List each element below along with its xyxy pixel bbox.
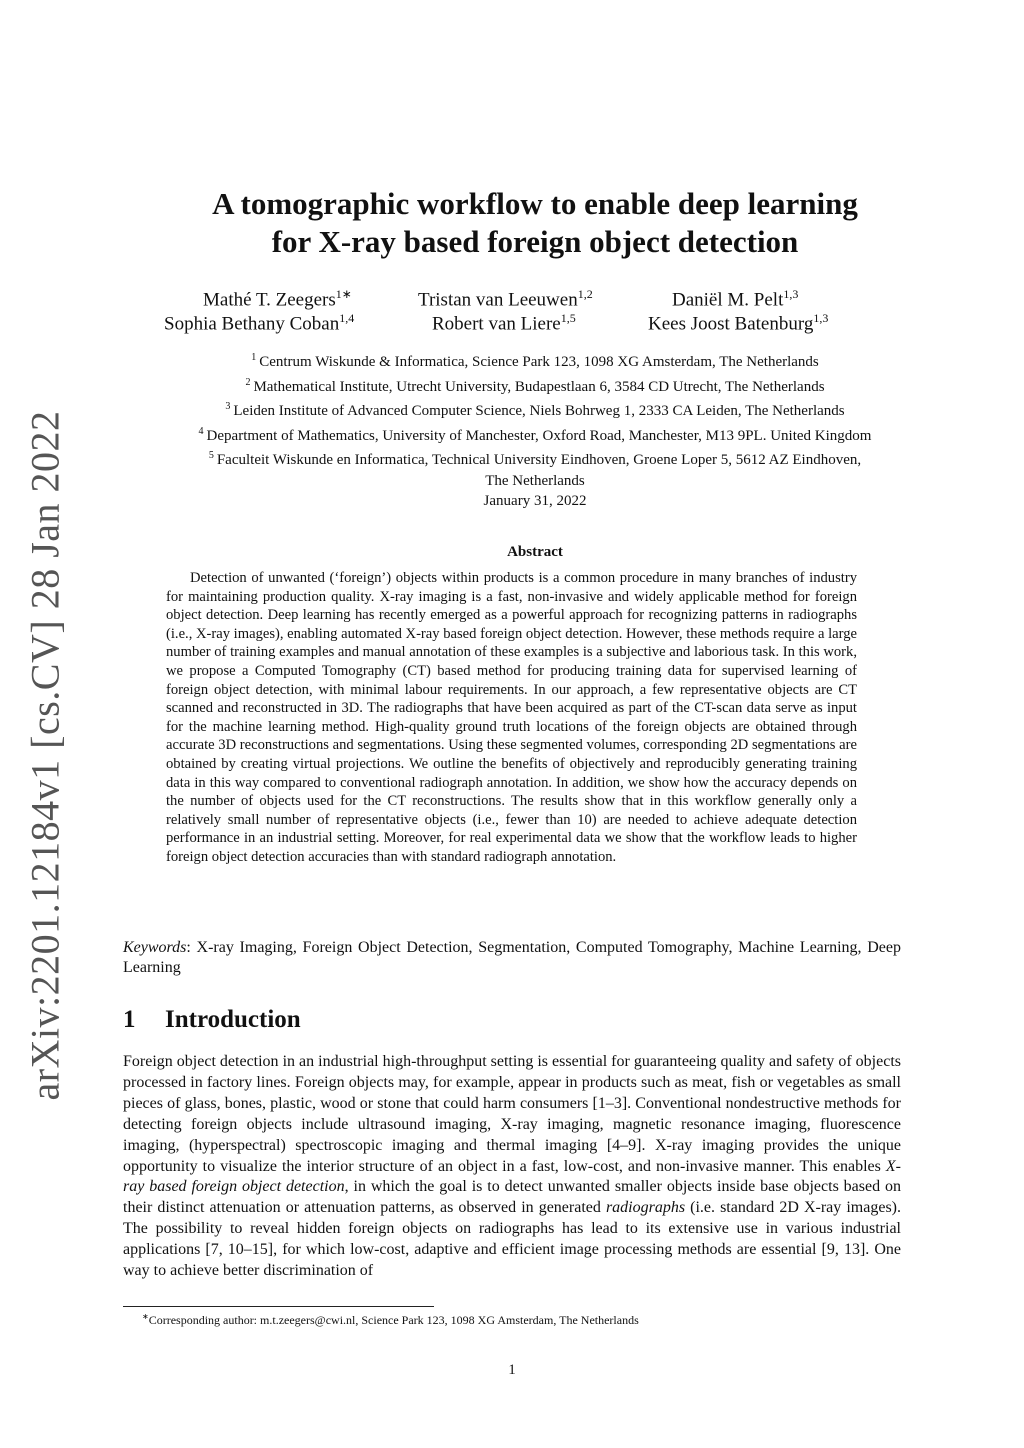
author-name: Mathé T. Zeegers [203, 289, 336, 311]
intro-text: Foreign object detection in an industrial high-throughput setting is essential for guaranteeing quality and safety of objects processed in factory lines. Foreign objects may, for example, appear in products such as meat, fish or vegetables as small pieces of glass, bones, plastic, wood or stone that could harm consumers [1–3]. Conventional nondestructive methods for detecting foreign objects include ultrasound imaging, X-ray imaging, magnetic resonance imaging, fluorescence imaging, (hyperspectral) spectroscopic imaging and thermal imaging [4–9]. X-ray imaging provides the unique opportunity to visualize the interior structure of an object in a fast, low-cost, and non-invasive manner. This enables [123, 1053, 901, 1175]
paper-date: January 31, 2022 [483, 493, 587, 509]
author-batenburg [648, 306, 828, 336]
page-number: 1 [508, 1362, 516, 1378]
author-name: Daniël M. Pelt [672, 289, 784, 311]
affiliation-1 [120, 348, 950, 373]
affiliation-3 [120, 397, 950, 422]
affiliation-text: Department of Mathematics, University of Manchester, Oxford Road, Manchester, M13 9PL. United Kingdom [206, 427, 872, 444]
footnote [142, 1312, 639, 1328]
affiliation-text: Leiden Institute of Advanced Computer Science, Niels Bohrweg 1, 2333 CA Leiden, The Netherlands [233, 403, 845, 419]
arxiv-stamp [20, 409, 70, 1101]
affiliation-text: Faculteit Wiskunde en Informatica, Technical University Eindhoven, Groene Loper 5, 5612 AZ Eindhoven, [216, 452, 862, 468]
abstract-body [166, 569, 857, 867]
section-number: 1 [123, 1006, 136, 1033]
intro-emphasis: X-ray based foreign object detection [123, 1157, 901, 1196]
introduction-paragraph [123, 1052, 901, 1282]
affiliation-2 [120, 373, 950, 398]
author-affil: 1,3 [783, 287, 799, 301]
affiliation-number: 1 [251, 352, 257, 363]
author-name: Robert van Liere [432, 313, 561, 335]
abstract-paragraph: Detection of unwanted (‘foreign’) objects within products is a common procedure in many branches of industry for maintaining production quality. X-ray imaging is a fast, non-invasive and widely applicable method for foreign object detection. Deep learning has recently emerged as a powerful approach for recognizing patterns in radiographs (i.e., X-ray images), enabling automated X-ray based foreign object detection. However, these methods require a large number of training examples and manual annotation of these examples is a subjective and laborious task. In this work, we propose a Computed Tomography (CT) based method for producing training data for supervised learning of foreign object detection, with minimal labour requirements. In our approach, a few representative objects are CT scanned and reconstructed in 3D. The radiographs that have been acquired as part of the CT-scan data serve as input for the machine learning method. High-quality ground truth locations of the foreign objects are obtained through accurate 3D reconstructions and segmentations. Using these segmented volumes, corresponding 2D segmentations are obtained by creating virtual projections. We outline the benefits of objectively and reproducibly generating training data in this way compared to conventional radiograph annotation. In addition, we show how the accuracy depends on the number of objects used for the CT reconstructions. The results show that in this workflow generally only a relatively small number of representative objects (i.e., fewer than 10) are needed to achieve adequate detection performance in an industrial setting. Moreover, for real experimental data we show that the workflow leads to higher foreign object detection accuracies than with standard radiograph annotation. [166, 570, 857, 865]
abstract-heading: Abstract [507, 544, 563, 560]
author-van-liere [432, 306, 576, 336]
keywords [123, 938, 901, 978]
author-name: Sophia Bethany Coban [164, 313, 340, 335]
intro-text: (i.e. standard 2D X-ray images). The possibility to reveal hidden foreign objects on radiographs has lead to its extensive use in various industrial applications [7, 10–15], for which low-cost, adaptive and efficient image processing methods are essential [9, 13]. One way to achieve better discrimination of [123, 1199, 902, 1280]
affiliation-5 [120, 446, 950, 471]
section-heading [123, 1006, 301, 1034]
affiliation-list [120, 348, 950, 512]
intro-emphasis: radiographs [605, 1199, 686, 1217]
affiliation-5-continued: The Netherlands [485, 472, 585, 489]
affiliation-number: 3 [225, 401, 231, 412]
author-affil: 1∗ [335, 287, 352, 301]
affiliation-text: Centrum Wiskunde & Informatica, Science Park 123, 1098 XG Amsterdam, The Netherlands [259, 354, 819, 370]
affiliation-number: 2 [245, 376, 251, 388]
arxiv-stamp-text: arXiv:2201.12184v1 [cs.CV] 28 Jan 2022 [22, 409, 68, 1101]
author-affil: 1,4 [339, 311, 355, 325]
affiliation-text: Mathematical Institute, Utrecht University, Budapestlaan 6, 3584 CD Utrecht, The Netherlands [253, 378, 825, 395]
paper-title [120, 185, 950, 261]
keywords-label: Keywords [123, 939, 187, 956]
affiliation-number: 4 [198, 425, 204, 437]
author-affil: 1,3 [813, 311, 829, 325]
affiliation-4 [120, 422, 950, 447]
footnote-rule [123, 1306, 434, 1307]
title-line-2: for X-ray based foreign object detection [271, 224, 799, 259]
footnote-text: Corresponding author: m.t.zeegers@cwi.nl, Science Park 123, 1098 XG Amsterdam, The Netherlands [148, 1313, 639, 1327]
introduction-body [123, 1052, 901, 1282]
author-affil: 1,2 [577, 287, 593, 301]
affiliation-number: 5 [208, 450, 214, 461]
author-coban [164, 306, 354, 336]
footnote-mark: ∗ [142, 1312, 149, 1321]
title-line-1: A tomographic workflow to enable deep learning [212, 186, 858, 221]
keywords-text: : X-ray Imaging, Foreign Object Detection, Segmentation, Computed Tomography, Machine Learning, Deep Learning [123, 939, 901, 976]
author-name: Kees Joost Batenburg [648, 313, 814, 335]
intro-text: , in which the goal is to detect unwanted smaller objects inside base objects based on their distinct attenuation or attenuation patterns, as observed in generated [123, 1178, 902, 1217]
author-affil: 1,5 [560, 311, 576, 325]
section-title: Introduction [165, 1006, 301, 1033]
author-name: Tristan van Leeuwen [418, 289, 578, 311]
